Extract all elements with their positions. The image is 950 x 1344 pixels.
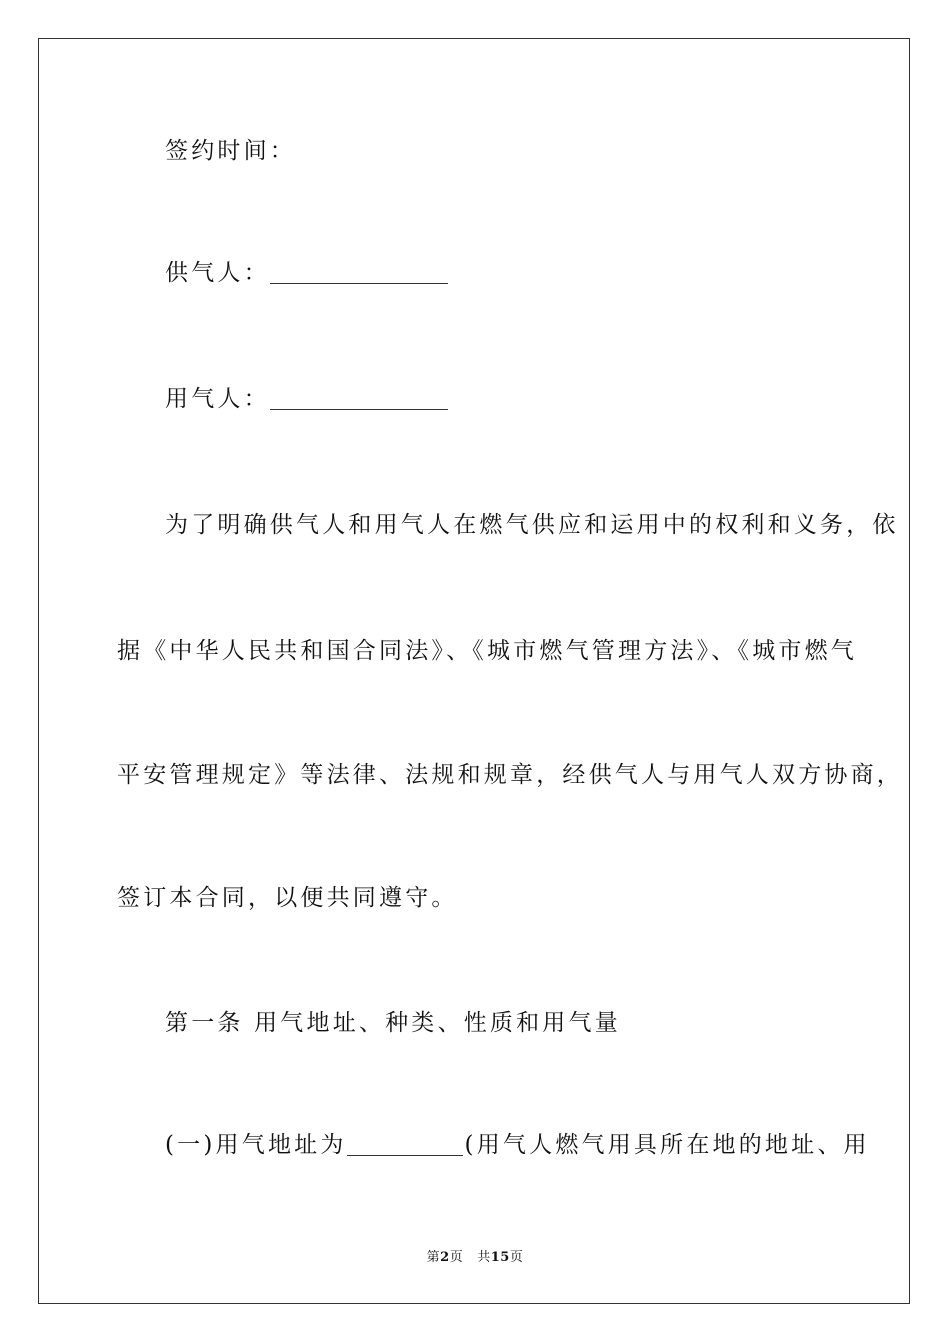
footer-page-prefix: 第: [426, 1250, 441, 1265]
item-one-suffix: (用气人燃气用具所在地的地址、用: [464, 1132, 870, 1158]
signing-time-label: 签约时间：: [165, 138, 296, 164]
supplier-blank-field: [270, 261, 448, 284]
paragraph-line-3: 平安管理规定》等法律、法规和规章，经供气人与用气人双方协商，: [117, 762, 903, 788]
footer-page-suffix: 页: [449, 1250, 464, 1265]
supplier-label: 供气人：: [165, 260, 270, 286]
article-one-title: 第一条 用气地址、种类、性质和用气量: [165, 1010, 621, 1036]
user-blank-field: [270, 387, 448, 410]
page-footer: [0, 1246, 950, 1265]
user-line: [165, 384, 448, 414]
footer-total-pages: 15: [490, 1250, 510, 1265]
address-blank-field: [347, 1133, 463, 1156]
paragraph-line-4: 签订本合同，以便共同遵守。: [117, 885, 458, 911]
supplier-line: [165, 258, 448, 288]
item-one-line: [165, 1130, 870, 1160]
item-one-prefix: (一)用气地址为: [165, 1132, 347, 1158]
user-label: 用气人：: [165, 386, 270, 412]
footer-total-suffix: 页: [509, 1250, 524, 1265]
footer-page-number: 2: [440, 1250, 450, 1265]
page-border: [38, 38, 910, 1304]
paragraph-line-2: 据《中华人民共和国合同法》、《城市燃气管理方法》、《城市燃气: [117, 638, 857, 664]
paragraph-line-1: 为了明确供气人和用气人在燃气供应和运用中的权利和义务，依: [165, 512, 899, 538]
footer-total-prefix: 共: [477, 1250, 491, 1265]
